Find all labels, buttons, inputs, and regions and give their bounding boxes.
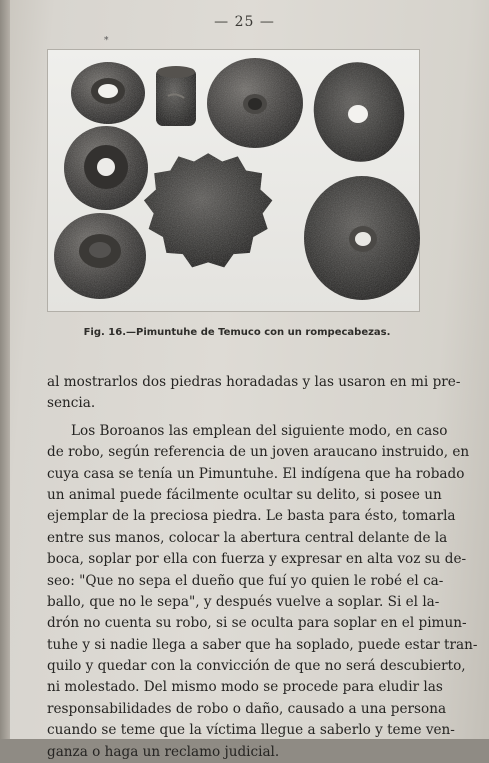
oval-disc-stone [305,54,414,171]
text-line: tuhe y si nadie llega a saber que ha soplado, puede estar tran- [47,636,478,653]
margin-mark: * [104,36,109,46]
paragraph-2 [47,421,478,763]
text-line: al mostrarlos dos piedras horadadas y las usaron en mi pre- [47,374,461,390]
text-line: entre sus manos, colocar la abertura central delante de la [47,529,448,546]
text-line: boca, soplar por ella con fuerza y expresar en alta voz su de- [47,551,467,568]
figure-stones-illustration [48,50,419,311]
figure-caption: Fig. 16.—Pimuntuhe de Temuco con un rompecabezas. [83,327,391,338]
page-edge-shadow [0,0,10,739]
text-line: ballo, que no le sepa", y después vuelve a soplar. Si el la- [47,593,440,610]
text-line: sencia. [47,395,96,412]
small-ring-stone [71,62,145,124]
text-line: ejemplar de la preciosa piedra. Le basta para ésto, tomarla [47,508,456,525]
text-line: cuya casa se tenía un Pimuntuhe. El indígena que ha robado [47,465,465,482]
page-number: — 25 — [214,14,275,30]
small-ring-stone-bottom [54,213,146,299]
text-line: quilo y quedar con la convicción de que no será descubierto, [47,658,466,675]
body-text [47,372,478,763]
paragraph-1 [47,372,461,415]
text-line: responsabilidades de robo o daño, causado a una persona [47,700,447,717]
star-mace-stone [144,153,272,267]
cylinder-stone [156,66,196,126]
large-disc-stone [207,58,303,148]
text-line: un animal puede fácilmente ocultar su delito, si posee un [47,486,442,503]
text-line: de robo, según referencia de un joven araucano instruido, en [47,444,470,461]
text-line: ganza o haga un reclamo judicial. [47,743,280,760]
text-line: Los Boroanos las emplean del siguiente modo, en caso [71,422,448,439]
figure-photograph [47,49,420,312]
large-disc-stone-bottom [304,176,420,300]
text-line: seo: "Que no sepa el dueño que fuí yo quien le robé el ca- [47,572,444,589]
text-line: drón no cuenta su robo, si se oculta para soplar en el pimun- [47,615,467,632]
text-line: ni molestado. Del mismo modo se procede para eludir las [47,679,443,696]
round-ring-stone [64,126,148,210]
text-line: cuando se teme que la víctima llegue a saberlo y teme ven- [47,722,455,739]
